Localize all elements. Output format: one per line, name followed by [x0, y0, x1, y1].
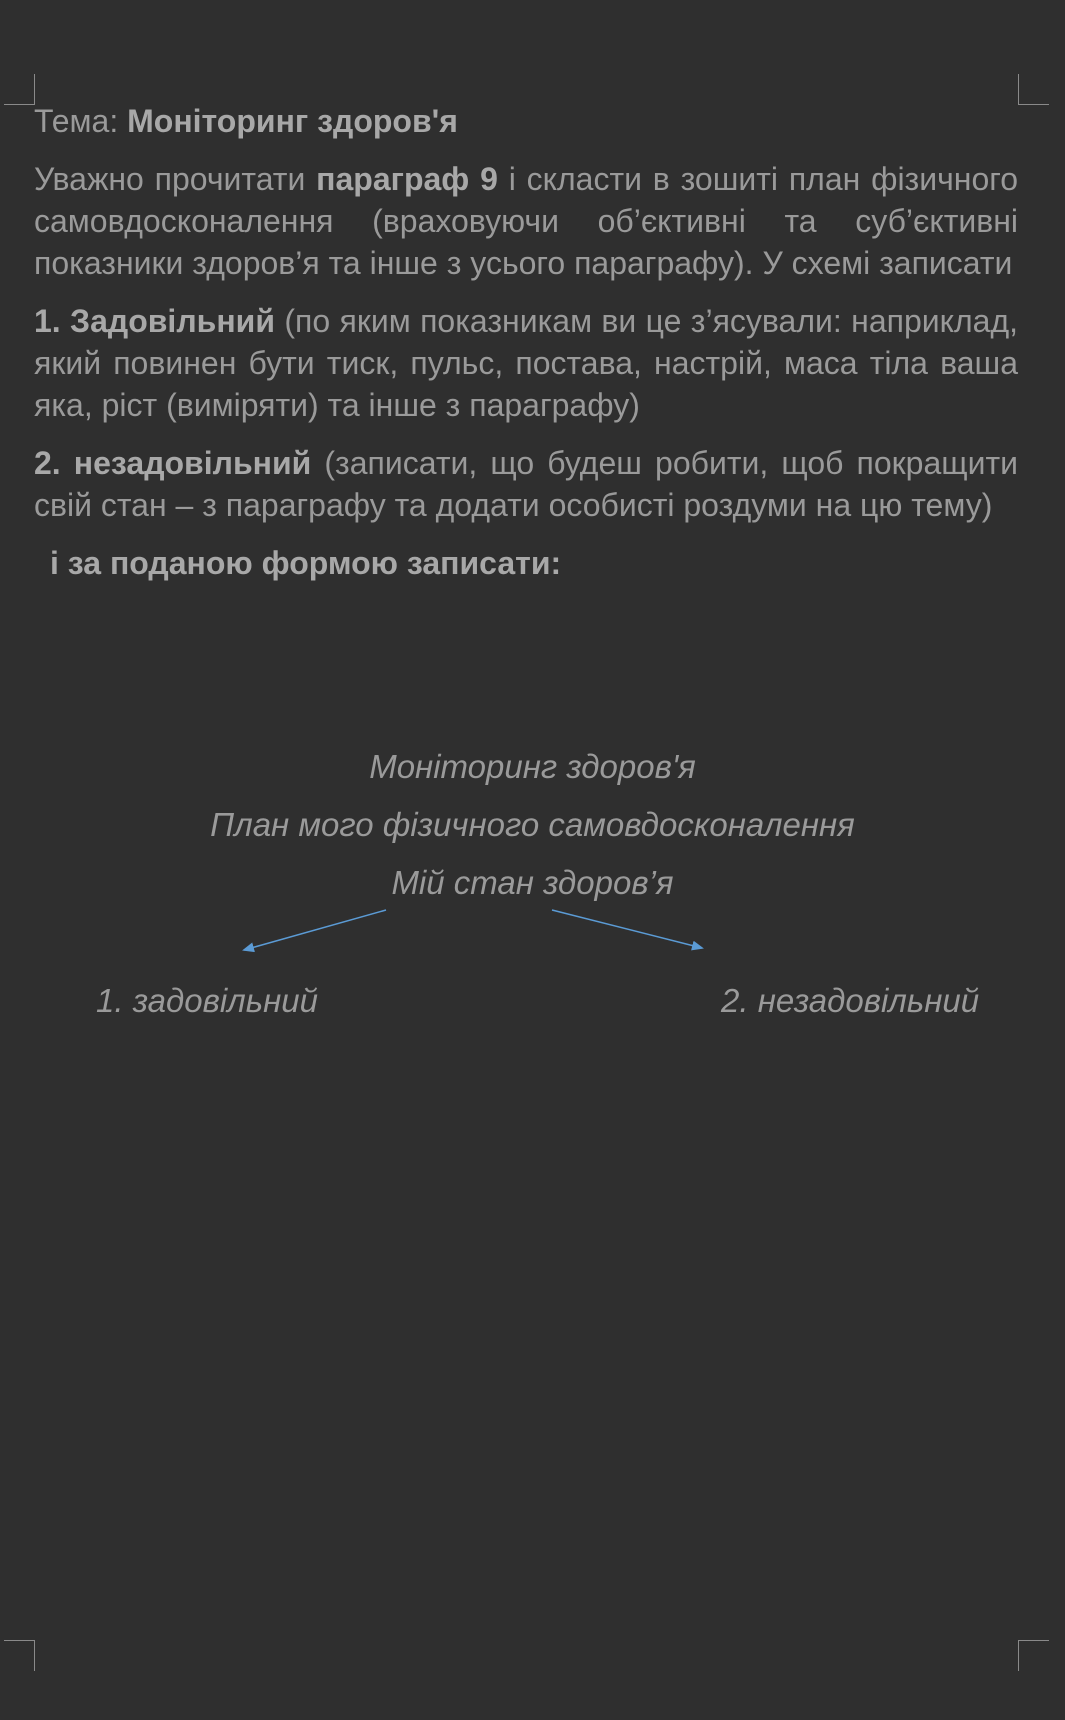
topic-label: Тема: [34, 103, 119, 139]
item-unsatisfactory [34, 442, 1018, 526]
page-corner-mark-top-right [1018, 74, 1049, 105]
item-satisfactory-title: 1. Задовільний [34, 303, 275, 339]
scheme-state-label: Мій стан здоров’я [391, 864, 674, 901]
page-corner-mark-bottom-left [4, 1640, 35, 1671]
item-satisfactory-text: (по яким показникам ви це з’ясували: наприклад, який повинен бути тиск, пульс, постава, настрій, маса тіла ваша яка, ріст (виміряти) та інше з параграфу) [34, 303, 1019, 423]
item-satisfactory [34, 300, 1018, 426]
topic-title: Моніторинг здоров'я [127, 103, 458, 139]
instructions-paragraph [34, 158, 1018, 284]
scheme-subtitle: План мого фізичного самовдосконалення [210, 806, 855, 843]
arrow-right [552, 910, 702, 948]
form-instruction: і за поданою формою записати: [50, 545, 562, 581]
branch-satisfactory: 1. задовільний [96, 982, 318, 1019]
page-corner-mark-bottom-right [1018, 1640, 1049, 1671]
item-unsatisfactory-title: 2. незадовільний [34, 445, 312, 481]
page-corner-mark-top-left [4, 74, 35, 105]
instructions-text-start: Уважно прочитати [34, 161, 317, 197]
branch-unsatisfactory: 2. незадовільний [721, 982, 980, 1019]
topic-line [34, 100, 1018, 142]
instructions-text-end: і скласти в зошиті план фізичного самовдосконалення (враховуючи об’єктивні та суб’єктивні показники здоров’я та інше з усього параграфу). У схемі записати [34, 161, 1019, 281]
item-unsatisfactory-text: (записати, що будеш робити, щоб покращити свій стан – з параграфу та додати особисті роздуми на цю тему) [34, 445, 1019, 523]
health-scheme [0, 740, 1065, 1040]
document-body [34, 100, 1018, 584]
instructions-paragraph-ref: параграф 9 [316, 161, 498, 197]
arrow-left [244, 910, 386, 950]
scheme-title: Моніторинг здоров'я [369, 748, 696, 785]
